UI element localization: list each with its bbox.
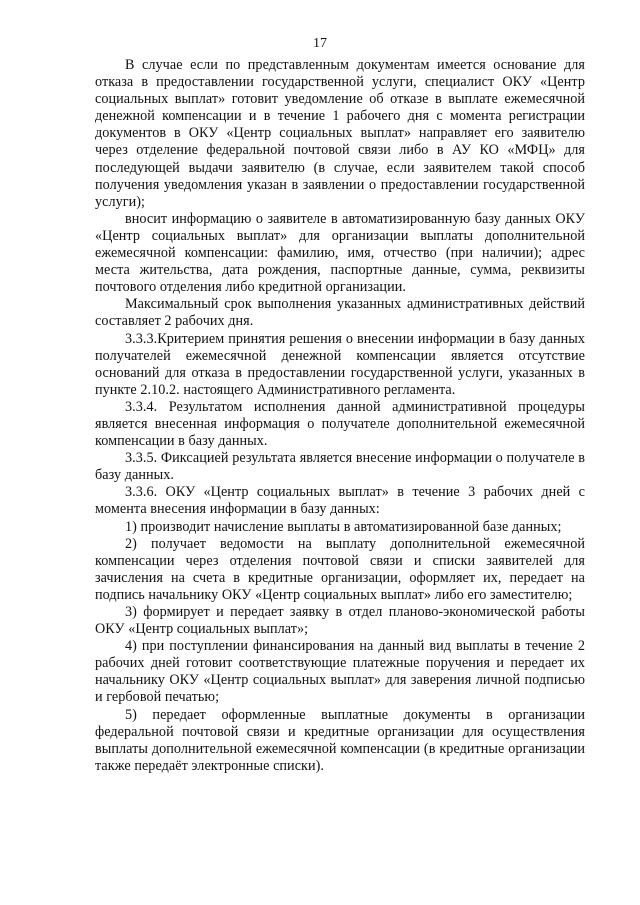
- list-item-2: 2) получает ведомости на выплату дополнительной ежемесячной компенсации через отделения почтовой связи и списки заявителей для зачисления на счета в кредитные организации, оформляет их, передает на подпись начальнику ОКУ «Центр социальных выплат» либо его заместителю;: [95, 535, 585, 603]
- paragraph-3-3-4: 3.3.4. Результатом исполнения данной административной процедуры является внесенная информация о получателе дополнительной ежемесячной компенсации в базу данных.: [95, 398, 585, 450]
- list-item-4: 4) при поступлении финансирования на данный вид выплаты в течение 2 рабочих дней готовит соответствующие платежные поручения и передает их начальнику ОКУ «Центр социальных выплат» для заверения личной подписью и гербовой печатью;: [95, 638, 585, 706]
- list-item-3: 3) формирует и передает заявку в отдел планово-экономической работы ОКУ «Центр социальных выплат»;: [95, 604, 585, 638]
- list-item-1: 1) производит начисление выплаты в автоматизированной базе данных;: [125, 518, 562, 535]
- paragraph-refusal-notice: В случае если по представленным документам имеется основание для отказа в предоставлении государственной услуги, специалист ОКУ «Центр социальных выплат» готовит уведомление об отказе в выплате ежемесячной денежной компенсации и в течение 1 рабочего дня с момента регистрации документов в ОКУ «Центр социальных выплат» направляет его заявителю через отделение федеральной почтовой связи либо в АУ КО «МФЦ» для последующей выдачи заявителю (в случае, если заявителем такой способ получения уведомления указан в заявлении о предоставлении государственной услуги);: [95, 57, 585, 210]
- paragraph-3-3-6: 3.3.6. ОКУ «Центр социальных выплат» в течение 3 рабочих дней с момента внесения информации в базу данных:: [95, 484, 585, 518]
- document-body: [95, 57, 585, 775]
- paragraph-max-duration: Максимальный срок выполнения указанных административных действий составляет 2 рабочих дня.: [95, 296, 585, 330]
- paragraph-3-3-3: 3.3.3.Критерием принятия решения о внесении информации в базу данных получателей ежемесячной денежной компенсации является отсутствие оснований для отказа в предоставлении государственной услуги, указанных в пункте 2.10.2. настоящего Административного регламента.: [95, 330, 585, 398]
- list-item-5: 5) передает оформленные выплатные документы в организации федеральной почтовой связи и кредитные организации для осуществления выплаты дополнительной ежемесячной компенсации (в кредитные организации также передаёт электронные списки).: [95, 706, 585, 774]
- page-number: 17: [313, 36, 327, 51]
- paragraph-database-entry: вносит информацию о заявителе в автоматизированную базу данных ОКУ «Центр социальных выплат» для организации выплаты дополнительной ежемесячной компенсации: фамилию, имя, отчество (при наличии); адрес места жительства, дата рождения, паспортные данные, сумма, реквизиты почтового отделения либо кредитной организации.: [95, 210, 585, 296]
- paragraph-3-3-5: 3.3.5. Фиксацией результата является внесение информации о получателе в базу данных.: [95, 450, 585, 484]
